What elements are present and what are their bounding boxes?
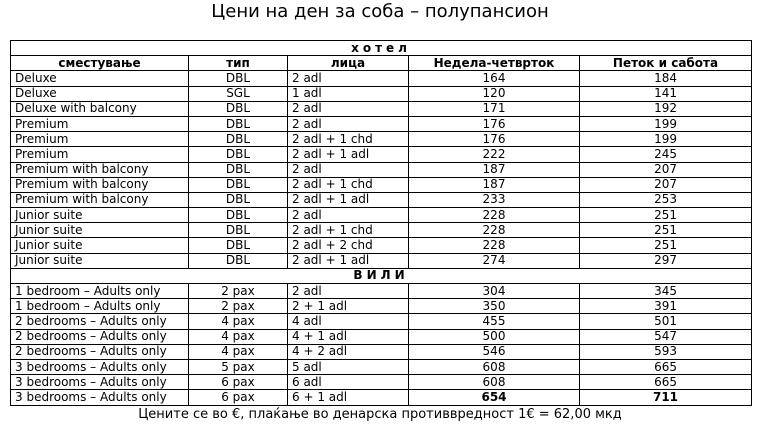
persons-cell: 2 adl xyxy=(288,71,409,86)
type-cell: 2 pax xyxy=(189,284,288,299)
fri-sat-price-cell: 141 xyxy=(580,86,752,101)
villa-section-label: ВИЛИ xyxy=(11,268,752,283)
type-cell: DBL xyxy=(189,116,288,131)
persons-cell: 2 adl xyxy=(288,162,409,177)
table-row xyxy=(11,299,752,314)
sun-thu-price-cell: 233 xyxy=(409,192,580,207)
accommodation-cell: Premium xyxy=(11,132,189,147)
table-row xyxy=(11,147,752,162)
sun-thu-price-cell: 187 xyxy=(409,177,580,192)
sun-thu-price-cell: 187 xyxy=(409,162,580,177)
accommodation-cell: Premium with balcony xyxy=(11,192,189,207)
type-cell: DBL xyxy=(189,147,288,162)
fri-sat-price-cell: 345 xyxy=(580,284,752,299)
accommodation-cell: 2 bedrooms – Adults only xyxy=(11,344,189,359)
table-row xyxy=(11,192,752,207)
accommodation-cell: Junior suite xyxy=(11,208,189,223)
table-row xyxy=(11,344,752,359)
sun-thu-price-cell: 546 xyxy=(409,344,580,359)
table-row xyxy=(11,253,752,268)
table-row xyxy=(11,329,752,344)
table-row xyxy=(11,177,752,192)
type-cell: DBL xyxy=(189,208,288,223)
type-cell: DBL xyxy=(189,192,288,207)
fri-sat-price-cell: 391 xyxy=(580,299,752,314)
accommodation-cell: Junior suite xyxy=(11,223,189,238)
type-cell: DBL xyxy=(189,177,288,192)
type-cell: 2 pax xyxy=(189,299,288,314)
sun-thu-price-cell: 228 xyxy=(409,223,580,238)
sun-thu-price-cell: 608 xyxy=(409,359,580,374)
table-row xyxy=(11,284,752,299)
header-accommodation: сместување xyxy=(11,56,189,71)
persons-cell: 4 + 1 adl xyxy=(288,329,409,344)
type-cell: 6 pax xyxy=(189,375,288,390)
fri-sat-price-cell: 199 xyxy=(580,132,752,147)
sun-thu-price-cell: 164 xyxy=(409,71,580,86)
accommodation-cell: Premium with balcony xyxy=(11,162,189,177)
table-row xyxy=(11,238,752,253)
accommodation-cell: 3 bedrooms – Adults only xyxy=(11,359,189,374)
accommodation-cell: 2 bedrooms – Adults only xyxy=(11,329,189,344)
accommodation-cell: Deluxe with balcony xyxy=(11,101,189,116)
header-type: тип xyxy=(189,56,288,71)
fri-sat-price-cell: 207 xyxy=(580,177,752,192)
persons-cell: 4 + 2 adl xyxy=(288,344,409,359)
sun-thu-price-cell: 455 xyxy=(409,314,580,329)
table-row xyxy=(11,208,752,223)
fri-sat-price-cell: 501 xyxy=(580,314,752,329)
header-sun-thu: Недела-четврток xyxy=(409,56,580,71)
type-cell: DBL xyxy=(189,162,288,177)
fri-sat-price-cell: 547 xyxy=(580,329,752,344)
accommodation-cell: 2 bedrooms – Adults only xyxy=(11,314,189,329)
footer-note: Цените се во €, плаќање во денарска противвредност 1€ = 62,00 мкд xyxy=(138,407,622,422)
table-row xyxy=(11,101,752,116)
type-cell: 4 pax xyxy=(189,329,288,344)
table-row xyxy=(11,390,752,405)
fri-sat-price-cell: 245 xyxy=(580,147,752,162)
fri-sat-price-cell: 192 xyxy=(580,101,752,116)
type-cell: 6 pax xyxy=(189,390,288,405)
persons-cell: 2 adl xyxy=(288,101,409,116)
sun-thu-price-cell: 304 xyxy=(409,284,580,299)
persons-cell: 2 adl xyxy=(288,208,409,223)
persons-cell: 2 adl + 1 adl xyxy=(288,147,409,162)
fri-sat-price-cell: 207 xyxy=(580,162,752,177)
type-cell: DBL xyxy=(189,253,288,268)
hotel-section-row xyxy=(11,41,752,56)
fri-sat-price-cell: 184 xyxy=(580,71,752,86)
persons-cell: 4 adl xyxy=(288,314,409,329)
persons-cell: 6 adl xyxy=(288,375,409,390)
accommodation-cell: Deluxe xyxy=(11,71,189,86)
table-row xyxy=(11,132,752,147)
persons-cell: 5 adl xyxy=(288,359,409,374)
fri-sat-price-cell: 199 xyxy=(580,116,752,131)
sun-thu-price-cell: 176 xyxy=(409,132,580,147)
accommodation-cell: 1 bedroom – Adults only xyxy=(11,299,189,314)
page-title: Цени на ден за соба – полупансион xyxy=(211,1,549,22)
sun-thu-price-cell: 228 xyxy=(409,208,580,223)
persons-cell: 2 adl + 2 chd xyxy=(288,238,409,253)
sun-thu-price-cell: 608 xyxy=(409,375,580,390)
header-persons: лица xyxy=(288,56,409,71)
fri-sat-price-cell: 593 xyxy=(580,344,752,359)
sun-thu-price-cell: 222 xyxy=(409,147,580,162)
accommodation-cell: Deluxe xyxy=(11,86,189,101)
sun-thu-price-cell: 176 xyxy=(409,116,580,131)
fri-sat-price-cell: 251 xyxy=(580,208,752,223)
table-row xyxy=(11,223,752,238)
type-cell: DBL xyxy=(189,101,288,116)
fri-sat-price-cell: 711 xyxy=(580,390,752,405)
sun-thu-price-cell: 120 xyxy=(409,86,580,101)
accommodation-cell: 1 bedroom – Adults only xyxy=(11,284,189,299)
persons-cell: 2 adl + 1 chd xyxy=(288,132,409,147)
persons-cell: 2 adl + 1 chd xyxy=(288,177,409,192)
sun-thu-price-cell: 654 xyxy=(409,390,580,405)
table-row xyxy=(11,71,752,86)
accommodation-cell: Junior suite xyxy=(11,253,189,268)
persons-cell: 2 adl xyxy=(288,284,409,299)
header-row xyxy=(11,56,752,71)
fri-sat-price-cell: 253 xyxy=(580,192,752,207)
villa-section-row xyxy=(11,268,752,283)
type-cell: DBL xyxy=(189,71,288,86)
sun-thu-price-cell: 350 xyxy=(409,299,580,314)
fri-sat-price-cell: 297 xyxy=(580,253,752,268)
accommodation-cell: Junior suite xyxy=(11,238,189,253)
fri-sat-price-cell: 665 xyxy=(580,375,752,390)
type-cell: SGL xyxy=(189,86,288,101)
sun-thu-price-cell: 500 xyxy=(409,329,580,344)
type-cell: DBL xyxy=(189,132,288,147)
table-row xyxy=(11,359,752,374)
accommodation-cell: Premium xyxy=(11,116,189,131)
type-cell: 4 pax xyxy=(189,314,288,329)
accommodation-cell: 3 bedrooms – Adults only xyxy=(11,390,189,405)
type-cell: 5 pax xyxy=(189,359,288,374)
hotel-section-label: хотел xyxy=(11,41,752,56)
type-cell: 4 pax xyxy=(189,344,288,359)
table-row xyxy=(11,116,752,131)
fri-sat-price-cell: 665 xyxy=(580,359,752,374)
accommodation-cell: Premium xyxy=(11,147,189,162)
table-row xyxy=(11,162,752,177)
persons-cell: 2 + 1 adl xyxy=(288,299,409,314)
persons-cell: 2 adl + 1 adl xyxy=(288,192,409,207)
table-row xyxy=(11,314,752,329)
persons-cell: 2 adl + 1 adl xyxy=(288,253,409,268)
sun-thu-price-cell: 171 xyxy=(409,101,580,116)
table-row xyxy=(11,86,752,101)
fri-sat-price-cell: 251 xyxy=(580,223,752,238)
persons-cell: 2 adl + 1 chd xyxy=(288,223,409,238)
header-fri-sat: Петок и сабота xyxy=(580,56,752,71)
type-cell: DBL xyxy=(189,223,288,238)
persons-cell: 6 + 1 adl xyxy=(288,390,409,405)
table-row xyxy=(11,375,752,390)
persons-cell: 1 adl xyxy=(288,86,409,101)
fri-sat-price-cell: 251 xyxy=(580,238,752,253)
persons-cell: 2 adl xyxy=(288,116,409,131)
accommodation-cell: Premium with balcony xyxy=(11,177,189,192)
accommodation-cell: 3 bedrooms – Adults only xyxy=(11,375,189,390)
price-table xyxy=(10,40,752,406)
type-cell: DBL xyxy=(189,238,288,253)
sun-thu-price-cell: 274 xyxy=(409,253,580,268)
sun-thu-price-cell: 228 xyxy=(409,238,580,253)
